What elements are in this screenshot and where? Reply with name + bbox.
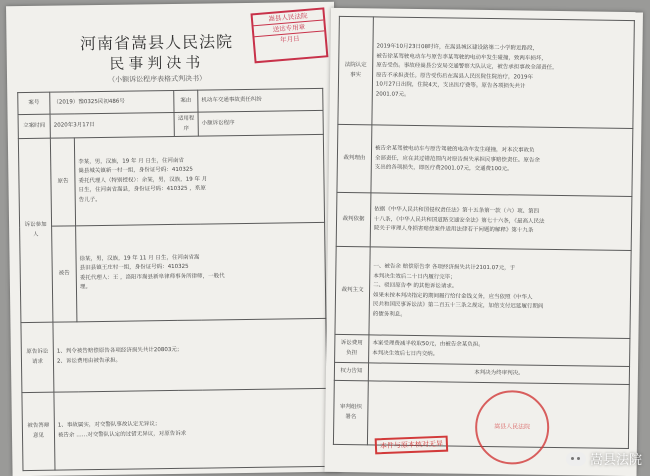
- service-stamp: 嵩县人民法院 送达专用章 年月日: [250, 7, 328, 63]
- case-no-label: 案号: [18, 92, 50, 114]
- judgment-label: 裁判主文: [335, 246, 370, 334]
- defendant-label: 被告: [52, 226, 77, 322]
- plaintiff-label: 原告: [50, 138, 75, 226]
- claims-label: 原告诉讼请求: [21, 322, 54, 392]
- law-label: 裁判依据: [336, 192, 371, 246]
- procedure-label: 适用程序: [174, 112, 198, 136]
- cause-value: 机动车交通事故责任纠纷: [198, 88, 323, 112]
- document-type: 民事判决书: [109, 53, 205, 73]
- cause-label: 案由: [174, 90, 198, 112]
- case-no-value: （2019）豫0325民初486号: [50, 90, 174, 114]
- fee-label: 诉讼费用负担: [335, 334, 369, 362]
- defense-label: 被告答辩意见: [22, 392, 55, 470]
- claims-text: 1、判令被告赔偿原告各项经济损失共计20803元； 2、诉讼费用由被告承担。: [53, 318, 327, 392]
- facts-label: 法院认定事实: [338, 16, 374, 124]
- rights-text: 本判决为终审判决。: [368, 363, 629, 385]
- court-seal: 嵩县人民法院: [475, 390, 550, 465]
- judgment-table: [333, 16, 635, 449]
- document-subtitle: （小额诉讼程序表格式判决书）: [107, 74, 207, 84]
- sign-label: 审判组织署名: [333, 380, 368, 444]
- defense-text: 1、事故属实，对交警队事故认定无异议； 被告余 ……对交警队认定的过错无异议，对原告诉求: [54, 388, 328, 470]
- account-watermark: 嵩县法院: [566, 449, 642, 468]
- reason-label: 裁判理由: [337, 124, 372, 192]
- plaintiff-info: 李某，男，汉族，19 年 月 日生，住河南省 嵩县城关镇新一村一组，身份证号码：410325 委托代理人（特别授权）：余某，男，汉族，19 年 月 日生，住河南省嵩县，身份证号码：410325 ，系原 告儿子。: [74, 134, 324, 225]
- fee-text: 本案受理费减半收取50元，由被告余某负担。 本判决生效后七日内交纳。: [369, 335, 630, 367]
- wechat-icon: [566, 452, 586, 466]
- law-text: 依据《中华人民共和国侵权责任法》第十五条第一款（六）项、第四 十八条，《中华人民共和国道路交通安全法》第七十六条，《最高人民法 院关于审理人身损害赔偿案件适用法律若干问题的解释》第十九条: [370, 193, 632, 251]
- reason-text: 被告余某驾驶电动车与原告驾驶的电动车发生碰撞，对本次事故负 全部责任，应在其过错范围内对原告损失承担民事赔偿责任。原告余 支出的各项损失，即医疗费2001.07元，交通费100元。: [371, 125, 633, 197]
- facts-text: 2019年10月23日08时许，在嵩县城区建设路第二小学附近路段， 被告徐某驾驶电动车与原告李某驾驶的电动车发生碰撞，致两车损坏， 原告受伤。事故经嵩县公安局交通警察大队认定，被告承担事故全部责任， 原告不承担责任。原告受伤后在嵩县人民医院住院治疗，2019年 10月27日出院，住院4天，支出医疗费等。原告各项损失共计 2001.07元。: [372, 17, 634, 129]
- filing-label: 立案时间: [18, 114, 50, 138]
- rights-label: 权力告知: [334, 362, 368, 380]
- defendant-info: 徐某，男，汉族，19 年 11 月 日生，住河南省嵩 县旧县镇王庄村一组，身份证号码：410325 委托代理人：王 ，洛阳市嵩县新阜律师事务所律师，一般代 理。: [76, 222, 326, 321]
- procedure-value: 小额诉讼程序: [198, 110, 323, 136]
- judgment-page-left: [6, 2, 341, 476]
- verification-stamp: 本件与原本核对无异: [375, 436, 449, 455]
- judgment-page-right: [325, 8, 643, 476]
- case-info-table: [17, 88, 328, 471]
- court-name: 河南省嵩县人民法院: [79, 32, 234, 54]
- judgment-text: 一、被告余 赔偿原告李 各项经济损失共计2101.07元，于 本判决生效后二十日内履行完毕； 二、驳回原告李 的其他诉讼请求。 如果未按本判决指定的期间履行给付金钱义务，应当依照《中华人 民共和国民事诉讼法》第二百五十三条之规定，加倍支付迟延履行期间 的债务利息。: [369, 247, 631, 339]
- parties-label: 诉讼参加人: [18, 138, 53, 322]
- filing-value: 2020年3月17日: [50, 112, 174, 138]
